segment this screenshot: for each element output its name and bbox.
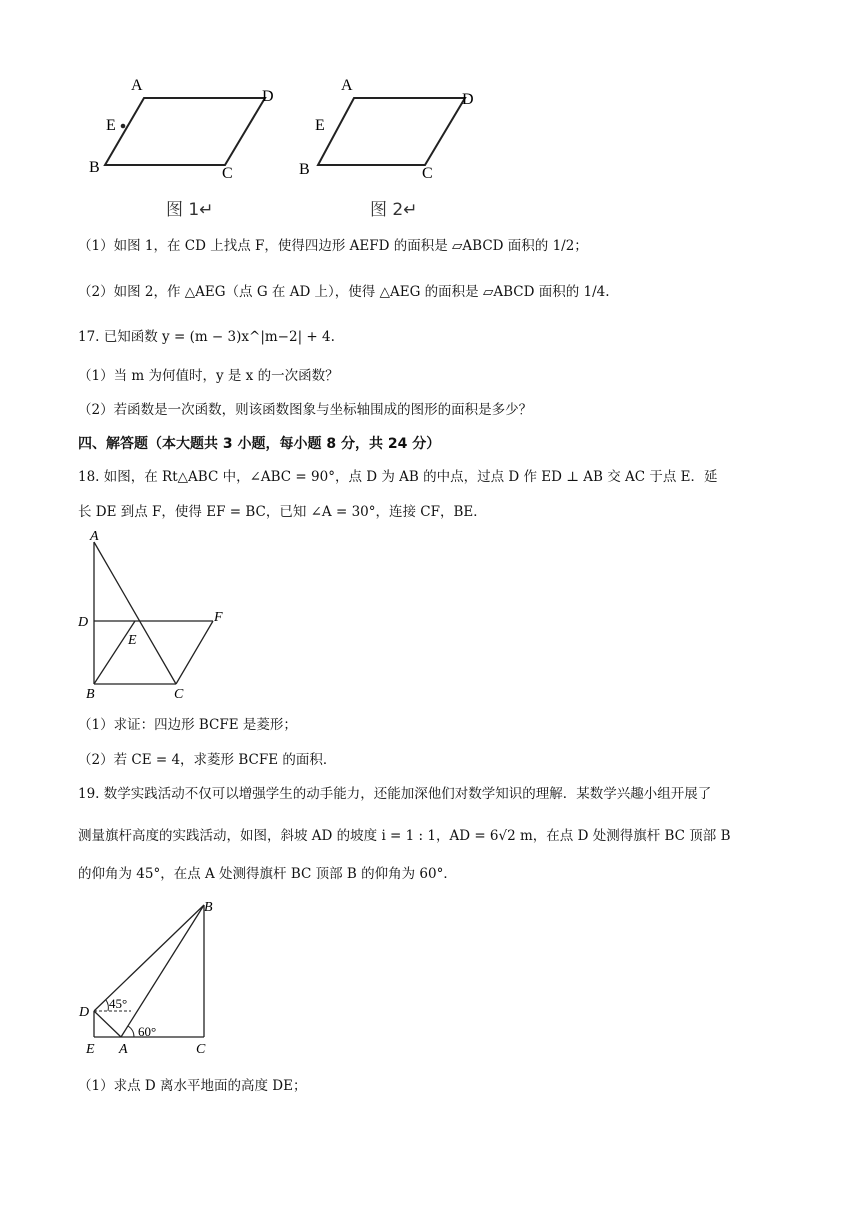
q18-part1: （1）求证：四边形 BCFE 是菱形； [78,717,297,733]
label-E: E [128,633,137,648]
q16-part2: （2）如图 2，作 △AEG（点 G 在 AD 上），使得 △AEG 的面积是 ▱ABCD 面积的 1/4. [78,284,610,300]
q18-part2: （2）若 CE = 4，求菱形 BCFE 的面积． [78,752,337,768]
label-E: E [86,1042,95,1057]
label-D: D [78,615,89,630]
q19-part1: （1）求点 D 离水平地面的高度 DE； [78,1078,307,1094]
q19-stem-line3: 的仰角为 45°，在点 A 处测得旗杆 BC 顶部 B 的仰角为 60°． [78,866,457,882]
label-B: B [299,161,310,178]
label-F: F [214,610,223,625]
label-B: B [86,687,95,702]
q18-stem-line2: 长 DE 到点 F，使得 EF = BC，已知 ∠A = 30°，连接 CF，BE． [78,504,487,520]
figure-2-caption: 图 2↵ [370,200,418,220]
q19-stem-line2: 测量旗杆高度的实践活动，如图，斜坡 AD 的坡度 i = 1 : 1，AD = 6√2 m，在点 D 处测得旗杆 BC 顶部 B [78,828,731,844]
label-A: A [90,529,99,544]
label-B: B [204,900,213,915]
q17-part1: （1）当 m 为何值时，y 是 x 的一次函数？ [78,368,339,384]
q18-stem-line1: 18. 如图，在 Rt△ABC 中，∠ABC = 90°，点 D 为 AB 的中点，过点 D 作 ED ⊥ AB 交 AC 于点 E．延 [78,469,718,485]
figure-q19 [76,893,236,1063]
label-E: E [315,117,325,134]
q16-part1: （1）如图 1，在 CD 上找点 F，使得四边形 AEFD 的面积是 ▱ABCD 面积的 1/2； [78,238,588,254]
label-C: C [196,1042,206,1057]
label-D: D [262,88,274,105]
figure-1-caption: 图 1↵ [166,200,214,220]
label-D: D [79,1005,90,1020]
label-D: D [462,91,474,108]
q17-part2: （2）若函数是一次函数，则该函数图象与坐标轴围成的图形的面积是多少？ [78,402,533,418]
label-B: B [89,159,100,176]
section-heading: 四、解答题（本大题共 3 小题，每小题 8 分，共 24 分） [78,436,441,452]
label-C: C [422,165,433,182]
label-E: E [106,117,116,134]
figure-q18 [78,528,238,703]
angle-60-label: 60° [138,1024,157,1039]
label-A: A [131,78,143,94]
angle-45-label: 45° [109,996,128,1011]
label-C: C [174,687,184,702]
label-A: A [119,1042,128,1057]
label-A: A [341,78,353,94]
q19-stem-line1: 19. 数学实践活动不仅可以增强学生的动手能力，还能加深他们对数学知识的理解．某数学兴趣小组开展了 [78,786,712,802]
label-C: C [222,165,233,182]
q17-stem: 17. 已知函数 y = (m − 3)x^|m−2| + 4. [78,329,335,345]
